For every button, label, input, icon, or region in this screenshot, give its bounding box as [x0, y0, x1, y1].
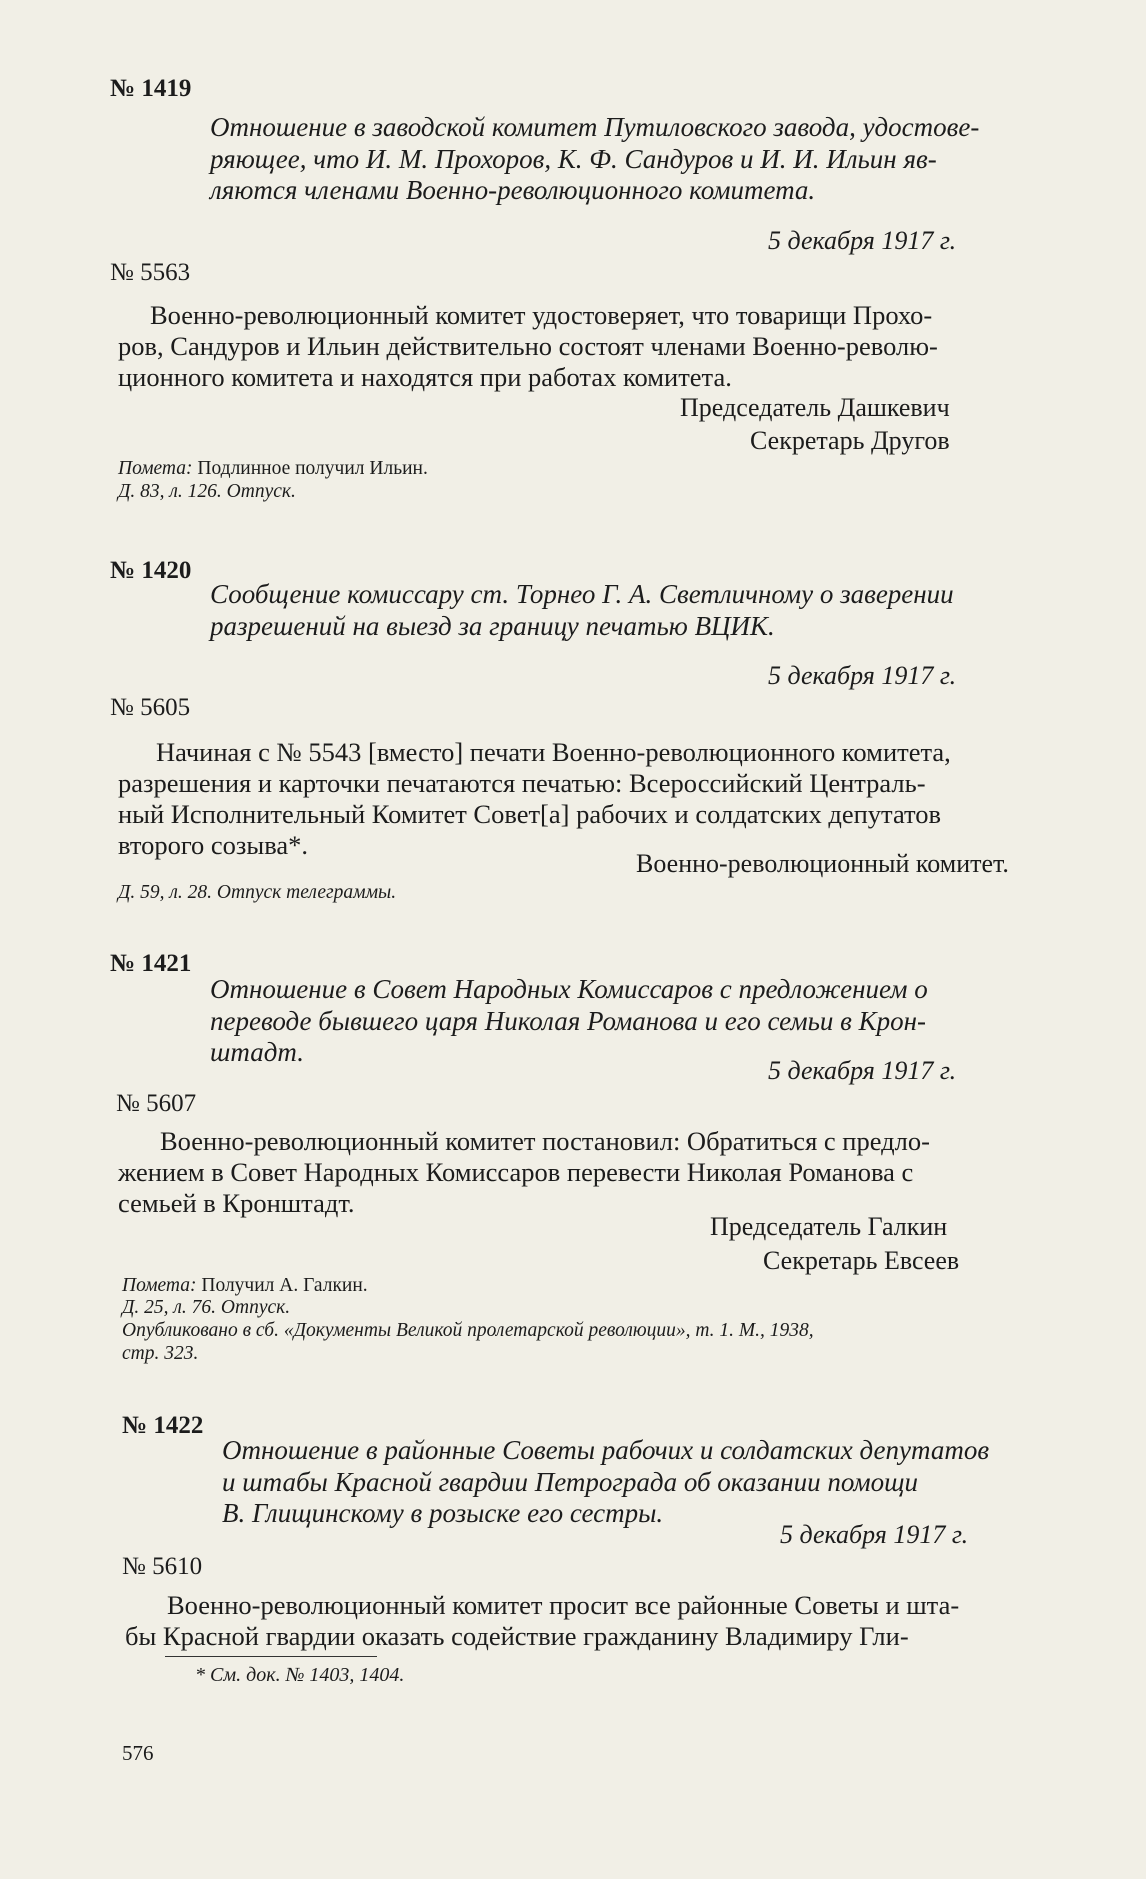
publication-text: стр. 323. [122, 1343, 199, 1364]
archive-text: Д. 59, л. 28. Отпуск телеграммы. [118, 882, 397, 903]
signature-secretary: Секретарь Другов [750, 426, 950, 455]
body-line: Начиная с № 5543 [вместо] печати Военно-революционного комитета, [156, 737, 951, 767]
doc-body-1420 [118, 737, 1068, 861]
body-line: разрешения и карточки печатаются печатью: Всероссийский Централь- [118, 768, 926, 798]
doc-title-1419 [210, 112, 1072, 207]
body-line: Военно-революционный комитет просит все районные Советы и шта- [167, 1590, 960, 1620]
archive-reference [122, 1297, 290, 1320]
title-line: Отношение в районные Советы рабочих и солдатских депутатов [222, 1435, 990, 1465]
note-label: Помета: [118, 458, 193, 479]
doc-title-1422 [222, 1435, 1072, 1530]
archive-reference [118, 481, 296, 504]
publication-reference [122, 1320, 814, 1343]
title-line: разрешений на выезд за границу печатью ВЦИК. [210, 610, 775, 641]
reg-number-5610: № 5610 [122, 1553, 203, 1580]
doc-date-1420: 5 декабря 1917 г. [768, 661, 957, 690]
body-line: Военно-революционный комитет удостоверяет, что товарищи Прохо- [150, 300, 933, 330]
note-text: Подлинное получил Ильин. [192, 458, 428, 479]
doc-date-1419: 5 декабря 1917 г. [768, 226, 957, 255]
title-line: В. Глищинскому в розыске его сестры. [222, 1498, 664, 1528]
reg-number-5605: № 5605 [110, 694, 191, 721]
archive-reference [118, 882, 396, 905]
page-number: 576 [122, 1741, 154, 1765]
doc-date-1421: 5 декабря 1917 г. [768, 1056, 957, 1085]
title-line: штадт. [210, 1037, 304, 1067]
publication-text: Опубликовано в сб. «Документы Великой пролетарской революции», т. 1. М., 1938, [122, 1320, 814, 1341]
title-line: переводе бывшего царя Николая Романова и его семьи в Крон- [210, 1005, 926, 1036]
body-line: жением в Совет Народных Комиссаров перевести Николая Романова с [118, 1157, 914, 1187]
footnote: * См. док. № 1403, 1404. [195, 1664, 405, 1686]
doc-number-1419: № 1419 [110, 75, 192, 102]
footnote-rule [165, 1656, 377, 1657]
title-line: Отношение в Совет Народных Комиссаров с предложением о [210, 974, 928, 1004]
body-line: ционного комитета и находятся при работах комитета. [118, 362, 732, 392]
signature-secretary: Секретарь Евсеев [763, 1246, 960, 1275]
archive-text: Д. 83, л. 126. Отпуск. [118, 481, 296, 502]
doc-number-1420: № 1420 [110, 557, 192, 584]
body-line: Военно-революционный комитет постановил: Обратиться с предло- [160, 1126, 930, 1156]
body-line: ный Исполнительный Комитет Совет[а] рабочих и солдатских депутатов [118, 799, 942, 829]
body-line: ров, Сандуров и Ильин действительно состоят членами Военно-револю- [118, 331, 938, 361]
publication-reference-cont [122, 1343, 198, 1366]
note-text: Получил А. Галкин. [196, 1275, 368, 1296]
doc-title-1421 [210, 974, 1072, 1069]
mark-note [118, 458, 428, 481]
doc-date-1422: 5 декабря 1917 г. [780, 1520, 969, 1549]
title-line: Сообщение комиссару ст. Торнео Г. А. Светличному о заверении [210, 579, 954, 609]
body-line: бы Красной гвардии оказать содействие гражданину Владимиру Гли- [125, 1621, 909, 1651]
body-line: второго созыва*. [118, 830, 309, 860]
doc-title-1420 [210, 579, 1072, 642]
archive-text: Д. 25, л. 76. Отпуск. [122, 1297, 291, 1318]
doc-number-1421: № 1421 [110, 950, 192, 977]
doc-body-1421 [118, 1126, 1068, 1219]
title-line: Отношение в заводской комитет Путиловского завода, удостове- [210, 112, 980, 142]
title-line: и штабы Красной гвардии Петрограда об оказании помощи [222, 1466, 919, 1497]
doc-number-1422: № 1422 [122, 1412, 204, 1439]
body-line: семьей в Кронштадт. [118, 1188, 355, 1218]
signature-chairman: Председатель Дашкевич [680, 393, 950, 422]
title-line: ляются членами Военно-революционного комитета. [210, 175, 816, 205]
title-line: ряющее, что И. М. Прохоров, К. Ф. Сандуров и И. И. Ильин яв- [210, 143, 937, 174]
doc-body-1422 [125, 1590, 1075, 1652]
note-label: Помета: [122, 1275, 197, 1296]
signature-chairman: Председатель Галкин [710, 1212, 948, 1241]
signature-committee: Военно-революционный комитет. [636, 849, 1009, 878]
doc-body-1419 [118, 300, 1058, 393]
reg-number-5563: № 5563 [110, 259, 191, 286]
mark-note [122, 1275, 368, 1298]
reg-number-5607: № 5607 [116, 1090, 197, 1117]
